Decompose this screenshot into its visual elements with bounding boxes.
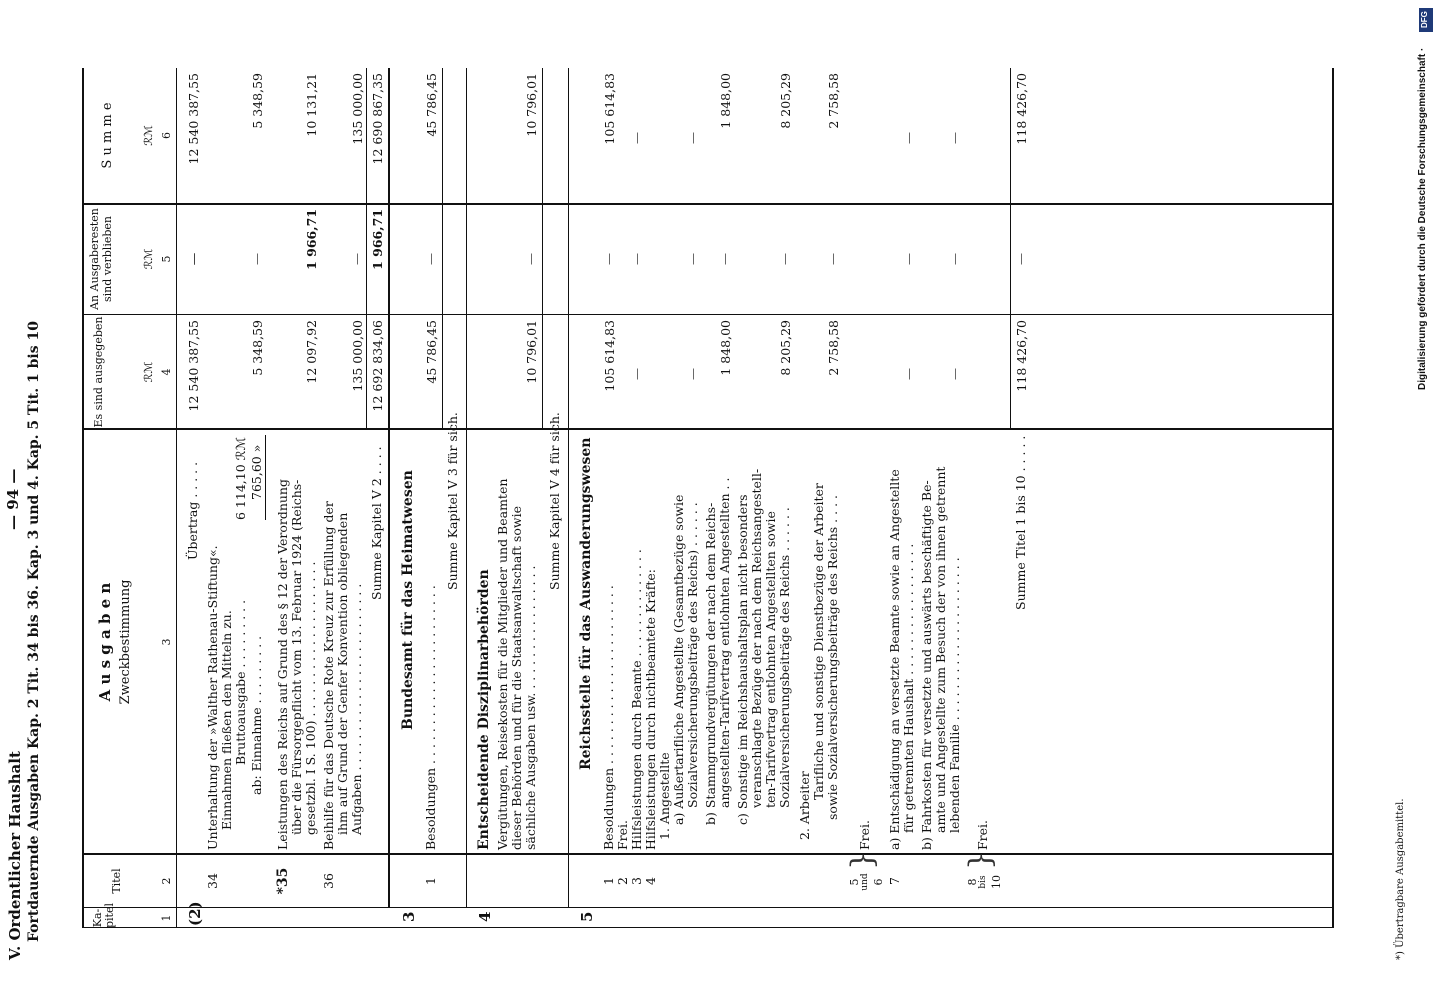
sum-t1-10-col5: — [1014,253,1028,265]
kapitel-3-label: 3 [400,911,418,922]
kapitel-2-label: (2) [186,901,204,926]
col-divider-3 [82,428,1334,430]
k5-t7a-col4: — [902,368,916,380]
unit-col4: ℛℳ [142,361,155,383]
t36-col4: 135 000,00 [350,320,365,392]
t34-brutto: Bruttoausgabe . . . . . . . . . [233,599,248,765]
watermark-text: Digitalisierung gefördert durch die Deutsche Forschungsgemeinschaft · [1417,47,1428,390]
k5-t7b-col5: — [948,253,962,265]
k5-2-col6: 2 758,58 [826,73,841,129]
unit-col5: ℛℳ [142,248,155,270]
t35-text-1: Leistungen des Reichs auf Grund des § 12 der Verordnung [275,479,290,850]
kapitel-5-label: 5 [578,911,596,922]
sum-v3-label: Summe Kapitel V 3 für sich. [445,412,460,590]
k5-1b-line2: angestellten-Tarifvertrag entlohnten Angestellten . . [717,477,732,808]
col-num-4: 4 [160,368,173,376]
k4-col4: 10 796,01 [524,320,539,384]
k5-1c-col5: — [778,253,792,265]
k5-titel-10: 10 [990,875,1003,889]
k5-t7a-col6: — [902,132,916,144]
col-head-ausgaben: A u s g a b e n [96,582,114,702]
k5-t1-col5: — [602,253,616,265]
k5-t7a-col5: — [902,253,916,265]
k5-2-col5: — [826,253,840,265]
k5-t7b-line3: lebenden Familie . . . . . . . . . . . . . . . . . . . . . [947,557,962,833]
k5-titel-8: 8 [966,878,979,886]
col-divider-1 [82,907,1334,908]
col-num-6: 6 [160,132,173,139]
k3-col4: 45 786,45 [424,320,439,384]
k5-2-line2: sowie Sozialversicherungsbeiträge des Reichs . . . . [825,495,840,820]
k5-titel-1: 1 [601,877,616,885]
t36-text-1: Beihilfe für das Deutsche Rote Kreuz zur Erfüllung der [321,501,336,850]
page-subtitle: Fortdauernde Ausgaben Kap. 2 Tit. 34 bis 36. Kap. 3 und 4. Kap. 5 Tit. 1 bis 10 [26,321,42,942]
t35-col5: 1 966,71 [304,209,319,270]
kap5-title: Reichsstelle für das Auswanderungswesen [578,437,594,770]
col-head-summe: S u m m e [100,102,115,169]
k5-1a-line2: Sozialversicherungsbeiträge des Reichs) . . . . . . [685,502,700,808]
k5-1a-line1: a) Außertarifliche Angestellte (Gesamtbezüge sowie [671,494,686,825]
k3-titel-1: 1 [423,877,438,885]
kap4-end-rule [568,68,569,908]
titel-35: *35 [275,867,291,895]
col-divider-0 [82,927,1334,928]
uebertrag-col5: — [186,252,201,266]
table-bottom-rule [1332,68,1334,928]
col-head-ausgabereste: An Ausgaberesten sind verblieben [88,208,114,310]
col-num-5: 5 [160,255,173,263]
k5-und: und [860,873,870,891]
t34-text: Unterhaltung der »Walther Rathenau-Stiftung«. [205,545,220,850]
t34-ab-val: 765,60 » [249,444,264,500]
kap2-end-rule [388,68,390,908]
section-title: V. Ordentlicher Haushalt [6,751,24,960]
brace-icon: } [963,850,998,870]
k4-text-3: sächliche Ausgaben usw. . . . . . . . . . . . . . . . . [523,565,538,850]
col-head-zweck: Zweckbestimmung [118,579,133,705]
table-top-rule [82,68,84,928]
t35-text-3: gesetzbl. I S. 100) . . . . . . . . . . . . . . . . . . . . [303,561,318,835]
uebertrag-label: Übertrag . . . . . [185,461,200,560]
brace-icon: } [845,850,880,870]
t34-col6: 5 348,59 [250,73,265,129]
dfg-logo-text: DFG [1420,11,1429,28]
k5-t3-col4: — [630,368,644,380]
k5-1c-line2: veranschlagte Bezüge der nach dem Reichsangestell- [749,468,764,808]
col-head-kapitel: Ka-pitel [91,902,116,928]
kapitel-4-label: 4 [476,911,494,922]
k5-titel-5: 5 [848,878,861,886]
k5-t7b-col6: — [948,132,962,144]
col-divider-2 [82,853,1334,855]
kap3-title: Bundesamt für das Heimatwesen [400,470,416,730]
k5-titel-7: 7 [887,877,902,885]
k5-t56-text: Frei. [857,819,872,850]
k5-t3-col6: — [630,132,644,144]
k5-bis: bis [978,875,988,889]
col-num-3: 3 [160,638,173,646]
sum-t1-10-col4: 118 426,70 [1014,320,1029,392]
k3-t1-text: Besoldungen . . . . . . . . . . . . . . . . . . . . . . . [423,585,438,850]
col-divider-5 [82,203,1334,205]
t35-col4: 12 097,92 [304,320,319,384]
k5-1b-col4: 1 848,00 [718,320,733,376]
k5-titel-2: 2 [615,877,630,885]
k5-t7a-line2: für getrennten Haushalt . . . . . . . . . . . . . . . . . [901,543,916,833]
kap3-end-rule [466,68,467,908]
sum-v2-label: Summe Kapitel V 2 . . . . [369,446,384,600]
k4-text-1: Vergütungen, Reisekosten für die Mitglieder und Beamten [495,478,510,850]
digitization-watermark [1417,10,1433,390]
k5-1b-col5: — [718,253,732,265]
t34-col5: — [250,253,264,265]
t34-sub: Einnahmen fließen den Mitteln zu. [219,610,234,830]
t34-brutto-val: 6 114,10 ℛℳ [233,437,248,520]
k4-col6: 10 796,01 [524,73,539,137]
t34-subtotal-rule [265,435,266,520]
k5-1c-line3: ten-Tarifvertrag entlohnten Angestellten sowie [763,511,778,808]
t34-ab: ab: Einnahme . . . . . . . . . [249,635,264,795]
uebertrag-col6: 12 540 387,55 [186,73,201,165]
k5-t7b-col4: — [948,368,962,380]
uebertrag-col4: 12 540 387,55 [186,320,201,412]
sum-v4-rule [542,68,543,428]
header-bottom-rule [176,68,177,928]
footnote: *) Übertragbare Ausgabemittel. [1395,798,1406,960]
k5-t7b-line2: amte und Angestellte zum Besuch der von ihnen getrennt [933,466,948,833]
t36-text-3: Aufgaben . . . . . . . . . . . . . . . . . . . . . . . . [349,583,364,835]
unit-col6: ℛℳ [142,125,155,146]
k5-titel-6: 6 [872,878,885,886]
k5-2-line1: Tarifliche und sonstige Dienstbezüge der Arbeiter [811,483,826,800]
col-num-2: 2 [160,877,173,885]
t36-col5: — [350,253,364,265]
sum-t1-10-rule [1010,68,1011,428]
k5-titel-3: 3 [629,877,644,885]
k4-text-2: dieser Behörden und für die Staatsanwaltschaft sowie [509,506,524,850]
sum-v2-rule [366,68,367,428]
col-num-1: 1 [160,914,173,922]
k5-t1-col4: 105 614,83 [602,320,617,392]
k5-t810-text: Frei. [975,819,990,850]
k5-1b-line1: b) Stammgrundvergütungen der nach dem Reichs- [703,502,718,825]
titel-34: 34 [205,873,220,889]
k5-titel-4: 4 [643,877,658,885]
sum-v2-col5: 1 966,71 [370,209,385,270]
titel-36: 36 [321,873,336,889]
k5-1c-line1: c) Sonstige im Reichshaushaltsplan nicht besonders [735,494,750,825]
k5-angestellte: 1. Angestellte [657,752,672,840]
page-number: — 94 — [4,468,22,530]
k5-t4-text: Hilfsleistungen durch nichtbeamtete Kräfte: [643,568,658,850]
k5-t7a-line1: a) Entschädigung an versetzte Beamte sowie an Angestellte [887,469,902,850]
col-head-ausgegeben: Es sind ausgegeben [92,316,105,428]
k5-1c-line4: Sozialversicherungsbeiträge des Reichs . . . . . . [777,507,792,808]
k5-1c-col4: 8 205,29 [778,320,793,376]
k5-t1-text: Besoldungen . . . . . . . . . . . . . . . . . . . . . . . [601,585,616,850]
sum-t1-10-label: Summe Titel 1 bis 10 . . . . . [1013,435,1028,610]
sum-v3-rule [442,68,443,428]
t34-col4: 5 348,59 [250,320,265,376]
t35-text-2: über die Fürsorgepflicht vom 13. Februar 1924 (Reichs- [289,479,304,835]
col-head-titel: Titel [110,868,123,894]
sum-v4-label: Summe Kapitel V 4 für sich. [547,412,562,590]
col-divider-4 [82,314,1334,315]
t35-col6: 10 131,21 [304,73,319,137]
k5-arbeiter: 2. Arbeiter [797,771,812,840]
k5-1a-col5: — [686,253,700,265]
k5-t3-text: Hilfsleistungen durch Beamte . . . . . . . . . . . . . . [629,549,644,850]
k3-col6: 45 786,45 [424,73,439,137]
k5-t7b-line1: b) Fahrkosten für versetzte und auswärts beschäftigte Be- [919,480,934,850]
k5-t1-col6: 105 614,83 [602,73,617,145]
k4-col5: — [524,253,538,265]
k5-2-col4: 2 758,58 [826,320,841,376]
sum-v2-col6: 12 690 867,35 [370,73,385,165]
k5-1b-col6: 1 848,00 [718,73,733,129]
k5-t2-text: Frei. [615,819,630,850]
k5-1a-col6: — [686,132,700,144]
t36-col6: 135 000,00 [350,73,365,145]
k5-t3-col5: — [630,253,644,265]
t36-text-2: ihm auf Grund der Genfer Konvention obliegenden [335,512,350,835]
sum-v2-col4: 12 692 834,06 [370,320,385,412]
k5-1a-col4: — [686,368,700,380]
sum-t1-10-col6: 118 426,70 [1014,73,1029,145]
k5-1c-col6: 8 205,29 [778,73,793,129]
k3-col5: — [424,253,438,265]
kap4-title: Entscheidende Disziplinarbehörden [476,569,492,850]
